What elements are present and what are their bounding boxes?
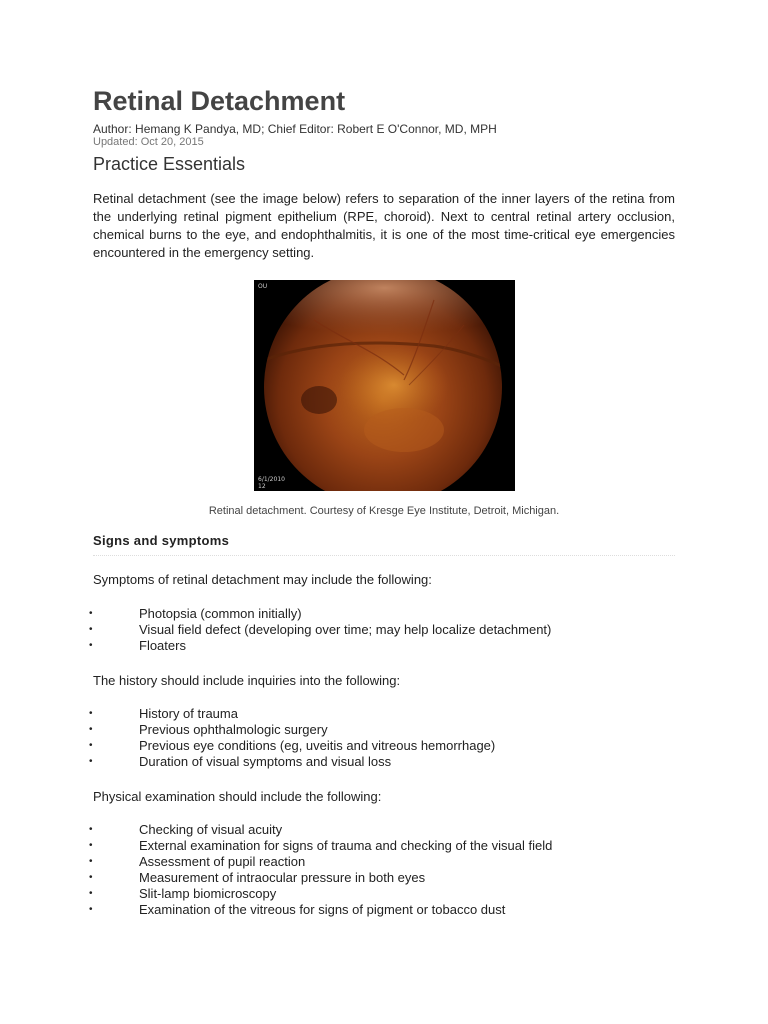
page-title: Retinal Detachment <box>93 86 346 116</box>
list-item-text: Slit-lamp biomicroscopy <box>139 886 277 901</box>
section-heading: Practice Essentials <box>93 154 246 174</box>
bullet-icon: • <box>89 872 93 883</box>
fundus-photo-image <box>254 280 515 491</box>
list-item-text: Photopsia (common initially) <box>139 606 302 621</box>
symptoms-intro: Symptoms of retinal detachment may include the following: <box>93 572 432 587</box>
photo-label-top: OU <box>258 283 268 290</box>
intro-paragraph: Retinal detachment (see the image below) refers to separation of the inner layers of the retina from the underlying retinal pigment epithelium (RPE, choroid). Next to central retinal artery occlusion, chemical burns to the eye, and endophthalmitis, it is one of the most time-critical eye emergencies encountered in the emergency setting. <box>93 191 675 260</box>
figure-caption: Retinal detachment. Courtesy of Kresge Eye Institute, Detroit, Michigan. <box>208 505 560 517</box>
bullet-icon: • <box>89 740 93 751</box>
list-item-text: Checking of visual acuity <box>139 822 283 837</box>
author-line: Author: Hemang K Pandya, MD; Chief Editor: Robert E O'Connor, MD, MPH <box>93 122 497 136</box>
history-intro: The history should include inquiries into the following: <box>93 673 401 688</box>
signs-heading: Signs and symptoms <box>93 533 675 556</box>
bullet-icon: • <box>89 608 93 619</box>
bullet-icon: • <box>89 888 93 899</box>
bullet-icon: • <box>89 824 93 835</box>
list-item-text: History of trauma <box>139 706 238 721</box>
bullet-icon: • <box>89 708 93 719</box>
exam-intro: Physical examination should include the following: <box>93 789 382 804</box>
fundus-photo <box>254 280 515 491</box>
bullet-icon: • <box>89 624 93 635</box>
photo-date: 6/1/2010 <box>258 476 285 483</box>
bullet-icon: • <box>89 856 93 867</box>
photo-number: 12 <box>258 483 266 490</box>
list-item-text: Previous eye conditions (eg, uveitis and vitreous hemorrhage) <box>139 738 496 753</box>
list-item-text: Duration of visual symptoms and visual loss <box>139 754 392 769</box>
bullet-icon: • <box>89 756 93 767</box>
list-item-text: Measurement of intraocular pressure in both eyes <box>139 870 426 885</box>
list-item-text: Assessment of pupil reaction <box>139 854 306 869</box>
list-item-text: Previous ophthalmologic surgery <box>139 722 328 737</box>
list-item-text: Floaters <box>139 638 186 653</box>
bullet-icon: • <box>89 640 93 651</box>
list-item-text: External examination for signs of trauma and checking of the visual field <box>139 838 553 853</box>
updated-date: Updated: Oct 20, 2015 <box>93 136 204 148</box>
bullet-icon: • <box>89 904 93 915</box>
bullet-icon: • <box>89 840 93 851</box>
list-item-text: Examination of the vitreous for signs of pigment or tobacco dust <box>139 902 506 917</box>
bullet-icon: • <box>89 724 93 735</box>
list-item-text: Visual field defect (developing over time; may help localize detachment) <box>139 622 552 637</box>
